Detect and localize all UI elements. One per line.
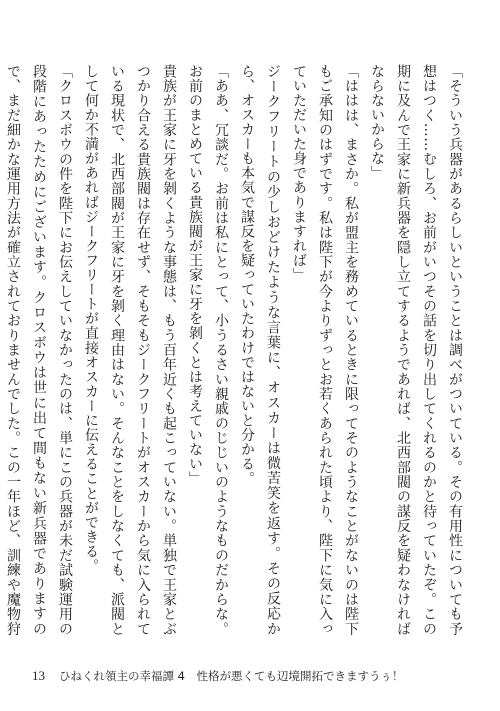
paragraph: 「そういう兵器があるらしいということは調べがついている。その有用性についても予想はつく……むしろ、お前がいつその話を切り出してくれるのかと待っていたぞ。この期に及んで王家に新兵器を隠し立てするようであれば、北西部閥の謀反を疑わなければならないからな」 <box>369 64 463 636</box>
vertical-text-body <box>5 64 468 636</box>
paragraph: ジークフリートの少しおどけたような言葉に、オスカーは微苦笑を返す。その反応から、オスカーも本気で謀反を疑っていたわけではないと分かる。 <box>239 64 281 636</box>
paragraph: 「ああ、冗談だ。お前は私にとって、小うるさい親戚のじじいのようなものだからな。お前のまとめている貴族閥が王家に牙を剝くとは考えていない」 <box>187 64 229 636</box>
paragraph: 「ははは、まさか。私が盟主を務めているときに限ってそのようなことがないのは陛下もご承知のはずです。私は陛下が今よりずっとお若くあられた頃より、陛下に気に入っていただいた身でありますれば」 <box>291 64 359 636</box>
page-number: 13 <box>32 668 45 683</box>
page-footer <box>32 668 403 684</box>
running-title: ひねくれ領主の幸福譚 4 性格が悪くても辺境開拓できますうぅ！ <box>59 669 404 683</box>
paragraph: 「クロスボウの件を陛下にお伝えしていなかったのは、単にこの兵器が未だ試験運用の段階にあったためにございます。クロスボウは世に出て間もない新兵器でありますので、まだ細かな運用方法が確立されておりませんでした。この一年ほど、訓練や魔物狩 <box>5 64 73 636</box>
paragraph: 貴族が王家に牙を剝くような事態は、もう百年近くも起こっていない。単独で王家とぶつかり合える貴族閥は存在せず、そもそもジークフリートがオスカーから気に入られている現状で、北西部閥が王家に牙を剝く理由はない。そんなことをしなくても、派閥として何か不満があればジークフリートが直接オスカーに伝えることができる。 <box>83 64 177 636</box>
